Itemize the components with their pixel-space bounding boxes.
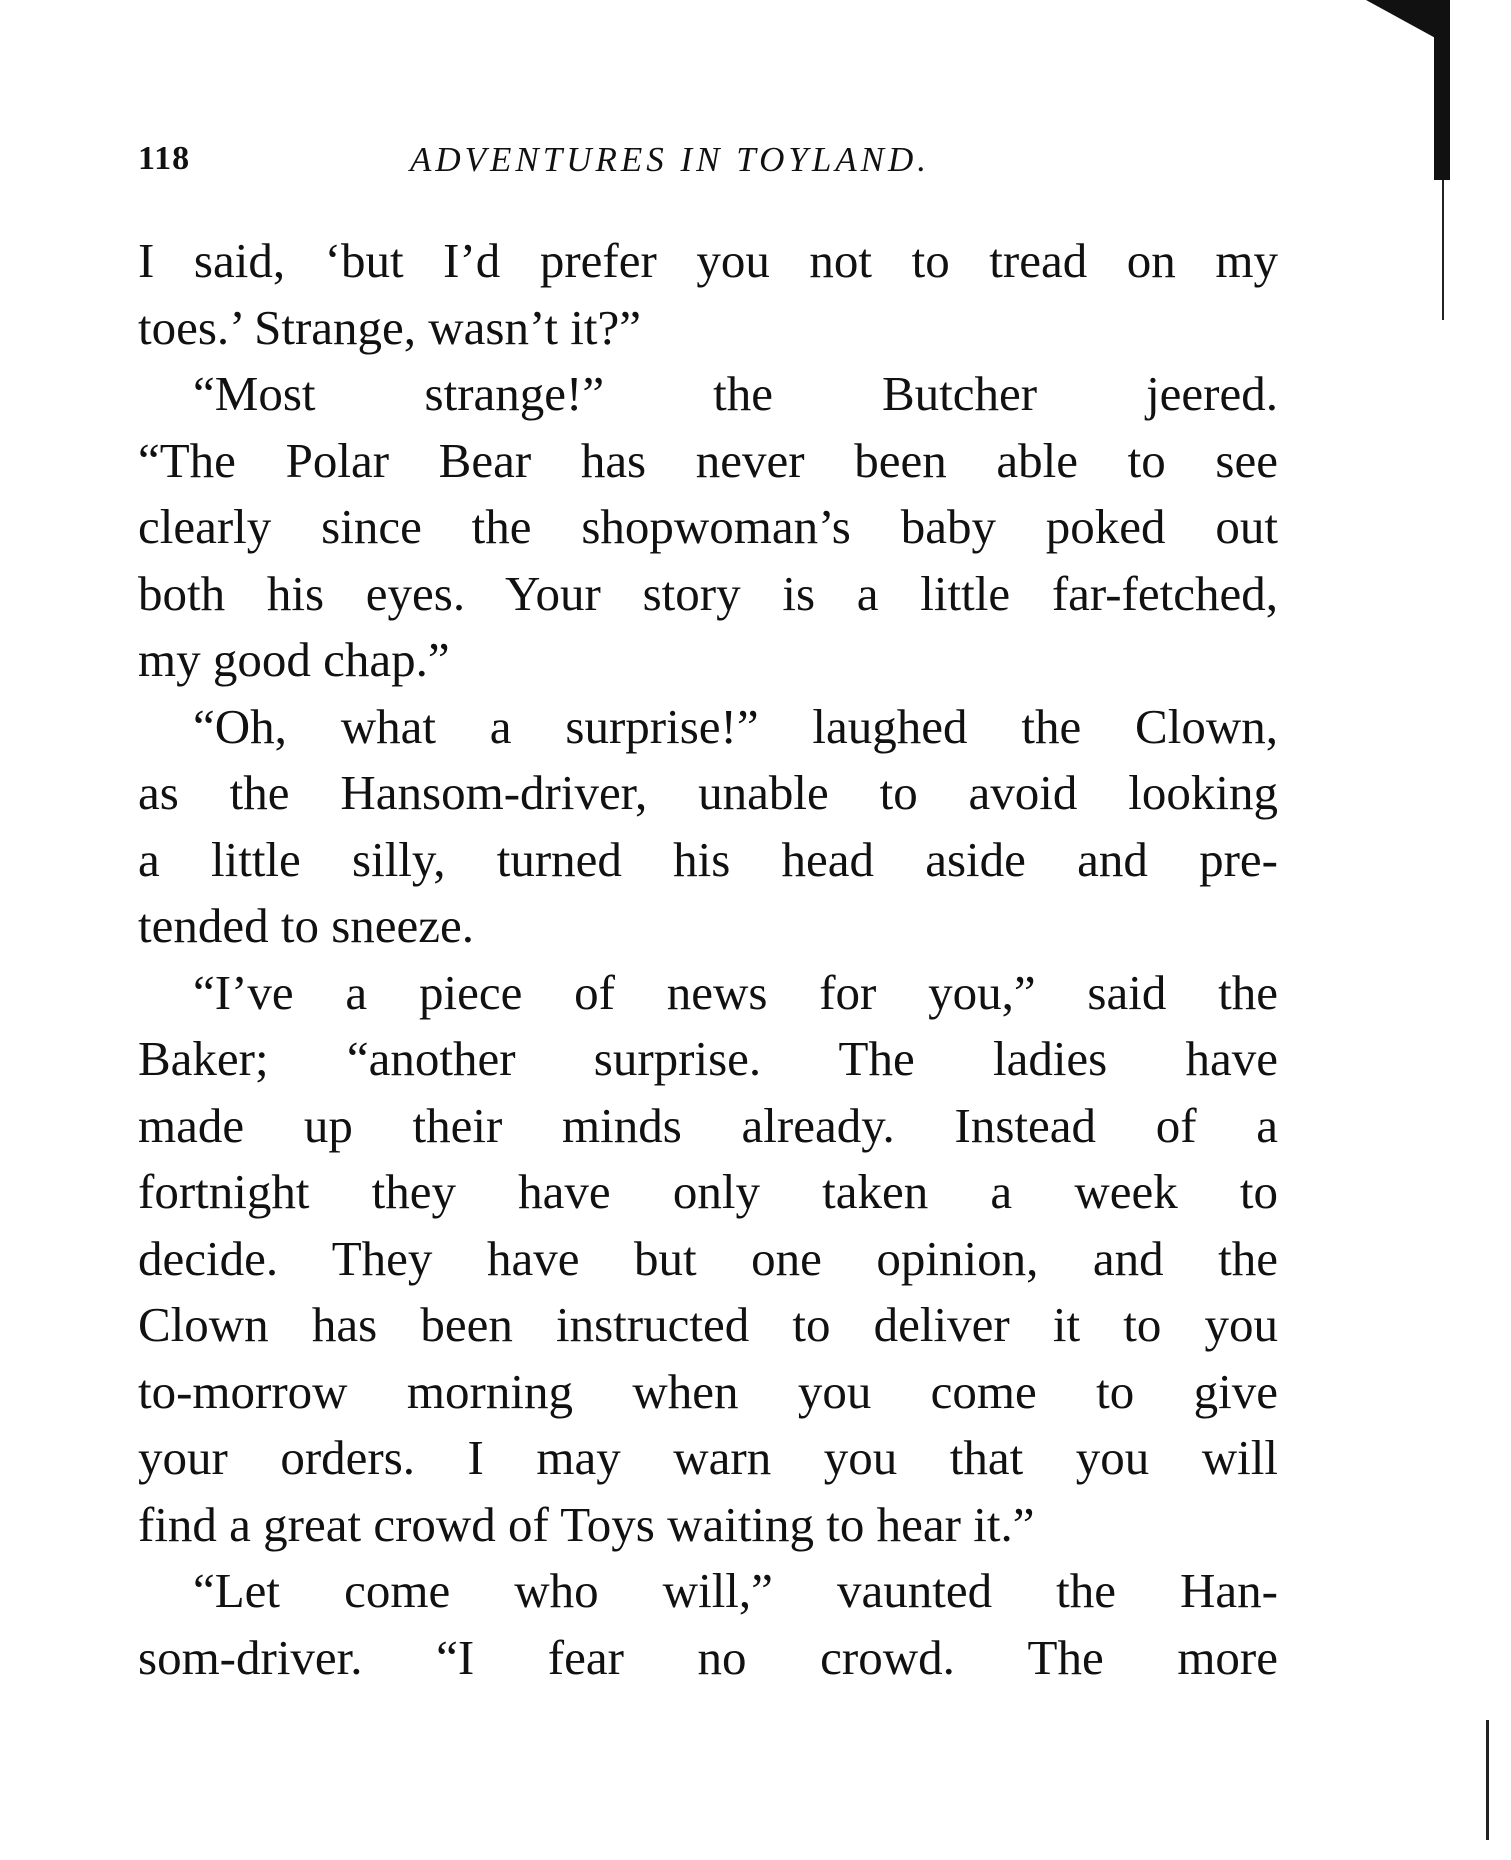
text-line: “I’ve a piece of news for you,” said the [193, 964, 1278, 1020]
page-header [138, 140, 1278, 200]
text-line: som-driver. “I fear no crowd. The more [138, 1629, 1278, 1685]
text-line: “The Polar Bear has never been able to see [138, 432, 1278, 488]
text-line: “Oh, what a surprise!” laughed the Clown, [193, 698, 1278, 754]
text-line: toes.’ Strange, wasn’t it?” [138, 299, 642, 355]
text-line: Clown has been instructed to deliver it to you [138, 1297, 1278, 1352]
text-line: to-morrow morning when you come to give [138, 1363, 1278, 1419]
page-number: 118 [138, 140, 191, 177]
text-line: decide. They have but one opinion, and the [138, 1230, 1278, 1286]
text-line: as the Hansom-driver, unable to avoid looking [138, 765, 1278, 820]
text-line: “Let come who will,” vaunted the Han- [193, 1563, 1278, 1618]
scan-edge-bar [1434, 0, 1450, 180]
text-line: made up their minds already. Instead of a [138, 1097, 1278, 1153]
text-line: clearly since the shopwoman’s baby poked out [138, 499, 1278, 554]
text-line: find a great crowd of Toys waiting to hear it.” [138, 1496, 1035, 1552]
running-title: ADVENTURES IN TOYLAND. [410, 140, 931, 179]
text-line: tended to sneeze. [138, 898, 475, 953]
text-line: your orders. I may warn you that you will [138, 1430, 1278, 1485]
body-text [138, 228, 1278, 1691]
text-line: I said, ‘but I’d prefer you not to tread on my [138, 233, 1278, 288]
text-line: both his eyes. Your story is a little far-fetched, [138, 565, 1278, 621]
text-line: a little silly, turned his head aside and pre- [138, 831, 1278, 887]
scan-edge-line [1442, 180, 1444, 320]
text-line: Baker; “another surprise. The ladies have [138, 1031, 1278, 1086]
text-line: my good chap.” [138, 632, 450, 687]
text-line: “Most strange!” the Butcher jeered. [193, 366, 1278, 421]
scan-edge-line-bottom [1486, 1720, 1489, 1840]
text-line: fortnight they have only taken a week to [138, 1164, 1278, 1219]
